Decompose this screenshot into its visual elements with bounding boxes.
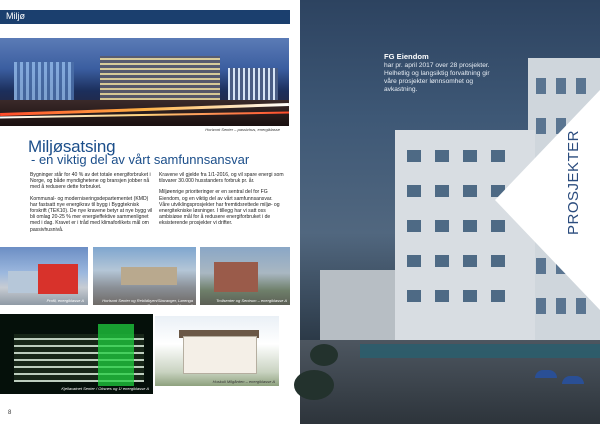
paragraph: Kommunal- og moderniseringsdepartementet (KMD) har fastsatt nye energikrav til bygg i Byggteknisk forskrift (TEK10). De nye kravene betyr at nye bygg vil bli omlag 20-25 % mer energieffektive sammenlignet med i dag. Kravet er i tråd med klimaforlikets mål om passivhusnivå. [30,195,153,233]
photo-building [100,56,220,100]
section-label: Miljø [6,11,25,21]
text-column-1 [30,172,155,238]
photo-building [121,267,177,285]
page-title: Miljøsatsing [28,137,116,156]
photo-caption: Trollsenter og Sentrum – energiklasse A [216,298,287,303]
photo-caption: Huskuli Mllgården – energiklasse A [212,379,275,384]
photo-umbrella [562,376,584,384]
photo-window [407,290,421,302]
right-page [300,0,600,424]
photo-window [407,185,421,197]
photo-window [463,220,477,232]
photo-caption: Profil, energiklasse A [46,298,84,303]
photo-building [14,62,74,100]
page-subtitle: - en viktig del av vårt samfunnsansvar [31,152,250,167]
chevron-shape [495,90,600,310]
project-photo [93,247,196,308]
project-photo [155,316,279,386]
photo-caption: Kjellavatnet Senter / Oksnes og 1/ energiklasse A [61,386,149,391]
photo-green-light [98,324,134,386]
photo-caption: Horisont Senter og Rebildbyen/Stavanger, Lørenga Gaarden – energiklasse A [102,298,193,308]
photo-window [407,255,421,267]
photo-window [463,185,477,197]
photo-building [38,264,78,294]
project-photo [0,314,153,394]
vertical-section-label: PROSJEKTER [565,129,582,235]
hero-photo [0,38,289,126]
photo-tree [310,344,338,366]
photo-building [228,68,278,100]
photo-window [407,150,421,162]
photo-building-low [320,270,395,350]
photo-window [463,255,477,267]
photo-window [435,220,449,232]
photo-window [435,255,449,267]
photo-building [214,262,258,292]
photo-hedge [360,344,600,358]
paragraph: Miljøenrige prioriteringer er en sentral del for FG Eiendom, og en viktig del av vårt samfunnsansvar. Våre utviklingsprosjekter har fremtidsrettede miljø- og energitekniske løsninger. I tillegg har vi satt oss ambisiøse mål for å redusere energiforbruket i de eksisterende prosjekter vi drifter. [159,189,280,227]
photo-window [463,150,477,162]
photo-window [435,150,449,162]
photo-window [463,290,477,302]
photo-window [435,185,449,197]
project-heading: FG Eiendom [384,52,429,61]
hero-caption: Horizont Senter – passivhus, energiklasse [205,127,280,132]
photo-building [8,271,38,293]
paragraph: Bygninger står for 40 % av det totale energiforbruket i Norge, og både myndighetene og bransjen jobber nå med å redusere dette forbruket. [30,172,151,191]
photo-window [435,290,449,302]
photo-building [183,336,257,374]
text-column-2 [159,172,284,232]
section-bar [0,10,290,24]
photo-tree [294,370,334,400]
photo-umbrella [535,370,557,378]
paragraph: Kravene vil gjelde fra 1/1-2016, og vil spare energi som tilsvarer 30.000 husstanders forbruk pr. år. [159,172,284,185]
project-photo [200,247,290,305]
project-photo [0,247,88,305]
page-number: 8 [8,410,12,416]
project-text: har pr. april 2017 over 28 prosjekter. Helhetlig og langsiktig forvaltning gir våre prosjekter lønnsomhet og avkastning. [384,62,490,93]
photo-window [407,220,421,232]
